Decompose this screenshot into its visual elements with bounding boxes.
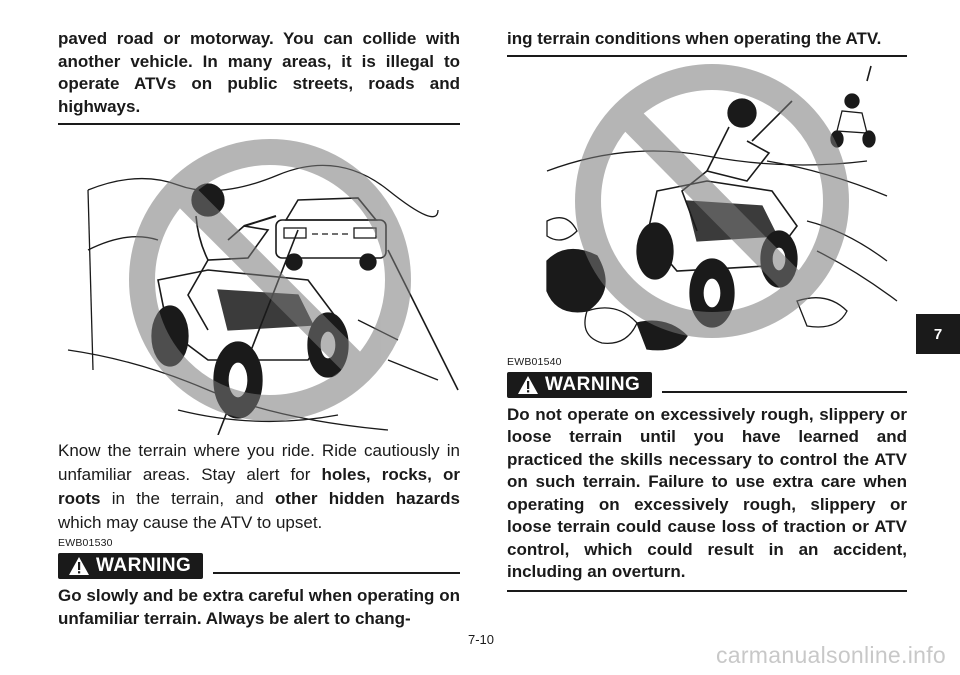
warning-text-left: Go slowly and be extra careful when operating on unfamiliar terrain. Always be alert to chang- — [58, 586, 460, 628]
section-divider — [507, 590, 907, 592]
warning-text-right: Do not operate on excessively rough, slippery or loose terrain until you have learned and practiced the skills necessary to control the ATV on such terrain. Failure to use extra care when operating on excessively rough, slippery or loose terrain could cause loss of traction or ATV control, which could result in an accident, including an overturn. — [507, 404, 907, 581]
warning-code-right: EWB01540 — [507, 355, 562, 368]
warning-badge-left — [58, 553, 203, 579]
warning-header-left — [58, 553, 460, 579]
terrain-paragraph — [58, 439, 460, 535]
left-column — [58, 28, 460, 630]
warning-label-left: WARNING — [96, 555, 192, 576]
warning-rule-right — [662, 391, 907, 393]
terrain-text-2: in the terrain, and — [100, 489, 275, 508]
warning-badge-right — [507, 372, 652, 398]
warning-triangle-icon — [517, 375, 539, 395]
warning-label-right: WARNING — [545, 373, 641, 395]
terrain-text-3: which may cause the ATV to upset. — [58, 513, 323, 532]
warning-code-left: EWB01530 — [58, 537, 113, 549]
no-road-riding-illustration — [58, 130, 460, 435]
terrain-text-1: Know the terrain where you ride. Ride cautiously in unfamiliar areas. Stay alert for — [58, 441, 460, 484]
terrain-hazard-bold-2: other hidden hazards — [274, 489, 460, 508]
right-column — [507, 28, 907, 592]
warning-rule-left — [213, 572, 460, 574]
section-divider — [58, 123, 460, 125]
terrain-hazard-bold-1: holes, rocks, or roots — [58, 465, 460, 508]
watermark: carmanualsonline.info — [715, 642, 946, 668]
section-divider — [507, 55, 907, 57]
intro-paragraph: paved road or motorway. You can collide with another vehicle. In many areas, it is illegal to operate ATVs on public streets, roads and highways. — [58, 29, 460, 116]
chapter-tab: 7 — [916, 314, 960, 354]
no-rough-terrain-illustration — [507, 61, 907, 356]
continuation-paragraph: ing terrain conditions when operating the ATV. — [507, 29, 882, 48]
warning-header-right — [507, 372, 907, 398]
page-number: 7-10 — [467, 632, 495, 647]
warning-triangle-icon — [68, 556, 90, 576]
